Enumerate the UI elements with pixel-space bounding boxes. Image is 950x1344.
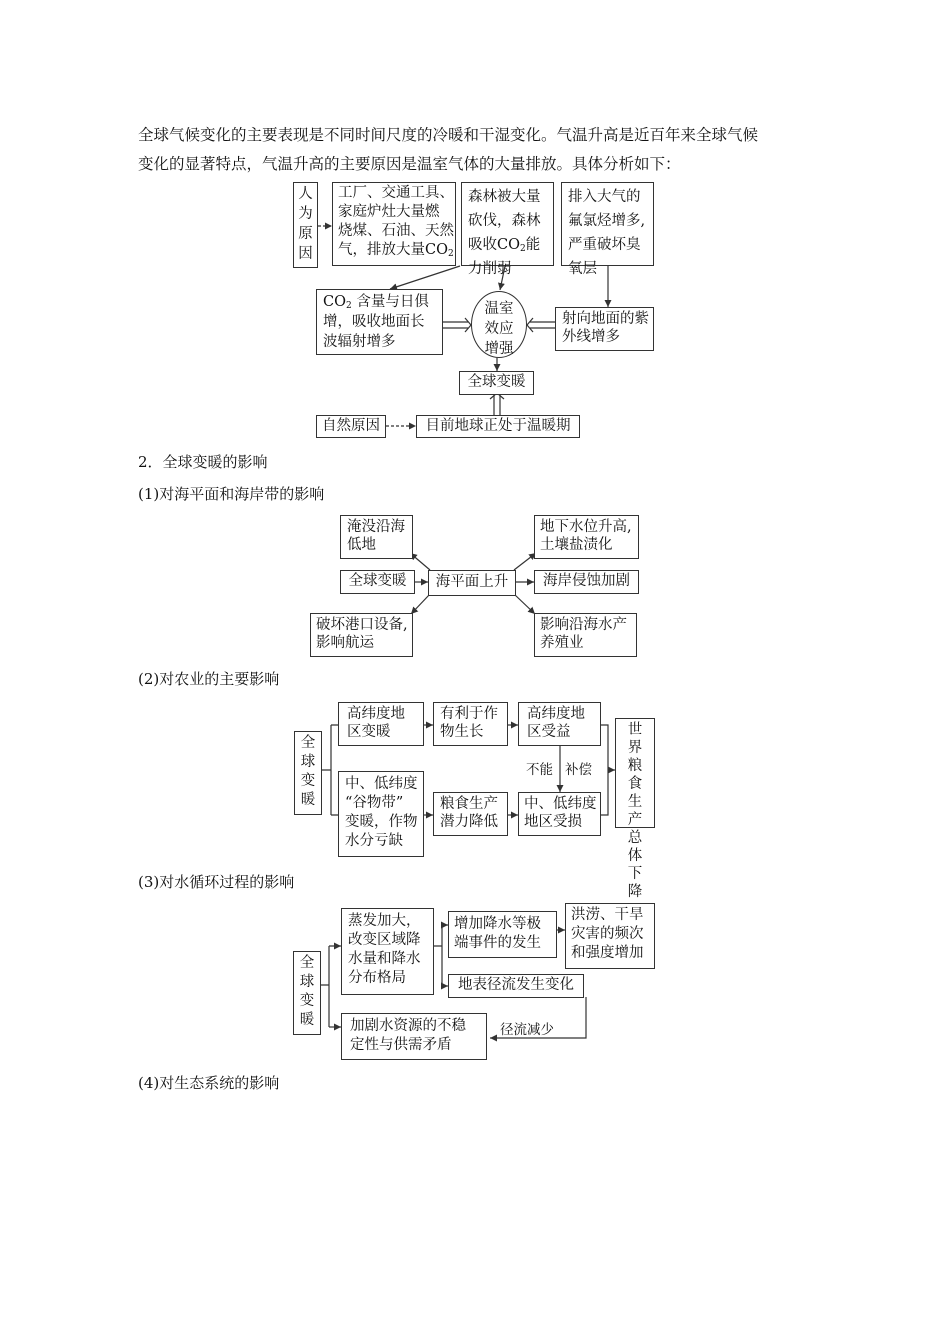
aquaculture-box	[534, 613, 637, 657]
high-warm-line-2: 区变暖	[347, 724, 391, 740]
instability-line-1: 加剧水资源的不稳	[350, 1018, 466, 1034]
greenhouse-line-3: 增强	[484, 341, 514, 357]
favor-line-1: 有利于作	[440, 706, 498, 722]
evap-line-2: 改变区域降	[348, 932, 421, 948]
flood-line-2: 低地	[347, 537, 376, 553]
greenhouse-oval	[471, 291, 527, 358]
midloss-line-2: 地区受损	[524, 814, 582, 830]
extreme-line-2: 端事件的发生	[454, 935, 541, 951]
runoff-decrease-label: 径流减少	[500, 1022, 554, 1038]
aquaculture-line-1: 影响沿海水产	[540, 617, 627, 633]
uv-line-1: 射向地面的紫	[562, 311, 649, 327]
warming-box-4: 全球变暖	[293, 951, 321, 1035]
cfc-box	[561, 182, 654, 277]
potential-line-1: 粮食生产	[440, 796, 498, 812]
cannot-label: 不能	[526, 762, 553, 778]
midloss-line-1: 中、低纬度	[524, 796, 597, 812]
port-line-1: 破坏港口设备,	[316, 617, 408, 633]
mid-low-loss-box	[518, 792, 601, 836]
forest-line-3	[468, 233, 547, 257]
cfc-line-4: 氧层	[568, 261, 597, 277]
intro-line-2: 变化的显著特点，气温升高的主要原因是温室气体的大量排放。具体分析如下：	[138, 155, 681, 173]
greenhouse-line-2: 效应	[484, 321, 514, 337]
forest-line-2: 砍伐，森林	[468, 213, 541, 229]
section-heading: 2．全球变暖的影响	[138, 453, 268, 471]
high-warm-line-1: 高纬度地	[347, 706, 405, 722]
arrow-sea-port	[411, 594, 430, 614]
co2-line-1-head: CO	[323, 294, 346, 310]
subheading-sea: (1)对海平面和海岸带的影响	[138, 485, 325, 503]
high-gain-line-1: 高纬度地	[527, 706, 585, 722]
uv-box	[555, 307, 654, 351]
co2-line-1	[323, 292, 436, 312]
factory-line-3: 烧煤、石油、天然	[338, 223, 454, 239]
extreme-events-box	[448, 911, 557, 958]
factory-line-2: 家庭炉灶大量燃	[338, 204, 440, 220]
factory-emission-box	[332, 182, 456, 266]
high-lat-warm-box	[338, 702, 424, 746]
potential-line-2: 潜力降低	[440, 814, 498, 830]
warming-box-1: 全球变暖	[459, 371, 534, 395]
port-damage-box	[310, 613, 413, 657]
warm-period-box: 目前地球正处于温暖期	[416, 415, 580, 438]
co2-subscript: 2	[519, 244, 526, 254]
groundwater-line-1: 地下水位升高,	[540, 519, 632, 535]
co2-subscript: 2	[447, 249, 454, 259]
arrow-sea-groundwater	[514, 553, 536, 570]
high-gain-line-2: 区受益	[527, 724, 571, 740]
coast-erosion-box: 海岸侵蚀加剧	[534, 570, 639, 594]
factory-line-4-text: 气，排放大量CO	[338, 242, 448, 258]
branch-water-top	[321, 946, 341, 1027]
subheading-agri: (2)对农业的主要影响	[138, 670, 280, 688]
uv-line-2: 外线增多	[562, 329, 620, 345]
runoff-change-box: 地表径流发生变化	[448, 974, 584, 998]
greenhouse-line-1: 温室	[484, 301, 514, 317]
co2-subscript: 2	[345, 301, 352, 311]
groundwater-box	[534, 515, 639, 559]
world-grain-box: 世界粮食生产总体下降	[615, 718, 655, 828]
warming-box-3: 全球变暖	[294, 731, 322, 815]
flood-line-1: 淹没沿海	[347, 519, 405, 535]
arrow-factory-co2	[390, 266, 460, 289]
groundwater-line-2: 土壤盐渍化	[540, 537, 613, 553]
midlow-line-4: 水分亏缺	[345, 833, 403, 849]
high-lat-gain-box	[518, 702, 601, 746]
forest-line-1: 森林被大量	[468, 189, 541, 205]
compensate-label: 补偿	[565, 762, 592, 778]
potential-drop-box	[433, 792, 508, 836]
forest-line-3-tail: 能	[525, 237, 541, 253]
water-instability-box	[341, 1013, 487, 1060]
forest-line-4: 力削弱	[468, 261, 512, 277]
midlow-line-2: “谷物带”	[345, 795, 404, 811]
human-cause-box: 人为原因	[293, 182, 318, 268]
arrow-sea-aquaculture	[514, 594, 535, 614]
evap-line-1: 蒸发加大，	[348, 913, 421, 929]
co2-line-1-tail: 含量与日俱	[356, 294, 429, 310]
branch-evap-extreme	[434, 925, 448, 986]
port-line-2: 影响航运	[316, 635, 374, 651]
cfc-line-3: 严重破坏臭	[568, 237, 641, 253]
cfc-line-1: 排入大气的	[568, 189, 641, 205]
flood-lowland-box	[340, 515, 413, 559]
disaster-line-1: 洪涝、干旱	[571, 907, 644, 923]
sea-rise-box: 海平面上升	[428, 570, 516, 596]
evap-line-3: 水量和降水	[348, 951, 421, 967]
natural-cause-box: 自然原因	[316, 415, 386, 438]
subheading-eco: (4)对生态系统的影响	[138, 1074, 280, 1092]
midlow-line-3: 变暖，作物	[345, 814, 418, 830]
warming-box-2: 全球变暖	[340, 570, 415, 594]
evap-line-4: 分布格局	[348, 970, 406, 986]
subheading-water: (3)对水循环过程的影响	[138, 873, 295, 891]
grain-belt-box	[338, 771, 424, 857]
disaster-line-2: 灾害的频次	[571, 926, 644, 942]
midlow-line-1: 中、低纬度	[345, 776, 418, 792]
arrow-sea-flood	[410, 553, 430, 570]
co2-line-3: 波辐射增多	[323, 334, 396, 350]
extreme-line-1: 增加降水等极	[454, 916, 541, 932]
factory-line-4	[338, 241, 454, 260]
favor-growth-box	[433, 702, 508, 746]
intro-line-1: 全球气候变化的主要表现是不同时间尺度的冷暖和干湿变化。气温升高是近百年来全球气候	[138, 126, 759, 144]
cfc-line-2: 氟氯烃增多,	[568, 213, 646, 229]
forest-line-3-text: 吸收CO	[468, 237, 520, 253]
branch-agri	[322, 725, 338, 815]
co2-line-2: 增，吸收地面长	[323, 314, 425, 330]
bracket-to-world	[601, 725, 615, 815]
factory-line-1: 工厂、交通工具、	[338, 185, 454, 201]
evaporation-box	[341, 908, 434, 995]
disaster-line-3: 和强度增加	[571, 945, 644, 961]
forest-box	[461, 182, 554, 277]
co2-increase-box	[316, 289, 443, 355]
instability-line-2: 定性与供需矛盾	[350, 1037, 452, 1053]
disaster-box	[565, 903, 655, 969]
aquaculture-line-2: 养殖业	[540, 635, 584, 651]
favor-line-2: 物生长	[440, 724, 484, 740]
